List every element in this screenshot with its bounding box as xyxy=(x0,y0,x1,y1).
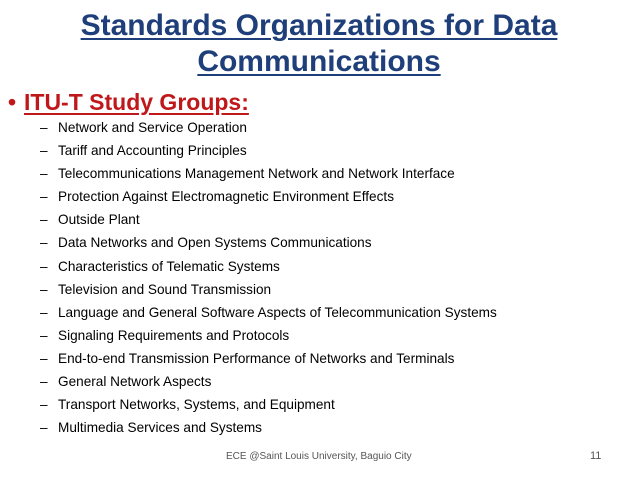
page-number: 11 xyxy=(590,450,602,462)
list-item-label: Data Networks and Open Systems Communications xyxy=(58,235,372,251)
dash-icon: – xyxy=(40,143,48,159)
list-item-label: Multimedia Services and Systems xyxy=(58,420,262,436)
section-heading-text: ITU-T Study Groups: xyxy=(24,89,249,115)
dash-icon: – xyxy=(40,281,48,297)
list-item-label: Telecommunications Management Network and Network Interface xyxy=(58,166,455,182)
title-line-1: Standards Organizations for Data xyxy=(80,9,558,42)
list-item-label: Outside Plant xyxy=(58,212,140,228)
bullet-icon: • xyxy=(8,89,17,115)
dash-icon: – xyxy=(40,120,48,135)
dash-icon: – xyxy=(40,327,48,343)
dash-icon: – xyxy=(40,350,48,366)
title-line-2: Communications xyxy=(197,45,441,78)
slide-title xyxy=(0,8,638,80)
dash-icon: – xyxy=(40,304,48,320)
list-item-label: Language and General Software Aspects of Telecommunication Systems xyxy=(58,304,497,320)
list-item-label: End-to-end Transmission Performance of Networks and Terminals xyxy=(58,350,455,366)
list-item-label: Network and Service Operation xyxy=(58,120,247,135)
list-item-label: Characteristics of Telematic Systems xyxy=(58,258,280,274)
section-heading xyxy=(8,88,249,116)
list-item-label: Tariff and Accounting Principles xyxy=(58,143,247,159)
dash-icon: – xyxy=(40,212,48,228)
dash-icon: – xyxy=(40,258,48,274)
list-item-label: Television and Sound Transmission xyxy=(58,281,272,297)
list-item-label: Signaling Requirements and Protocols xyxy=(58,327,290,343)
dash-icon: – xyxy=(40,397,48,413)
list-item-label: Protection Against Electromagnetic Environment Effects xyxy=(58,189,394,205)
dash-icon: – xyxy=(40,166,48,182)
dash-icon: – xyxy=(40,374,48,390)
dash-icon: – xyxy=(40,420,48,436)
slide-footer: ECE @Saint Louis University, Baguio City xyxy=(226,451,412,462)
dash-icon: – xyxy=(40,235,48,251)
list-item-label: General Network Aspects xyxy=(58,374,212,390)
list-item-label: Transport Networks, Systems, and Equipment xyxy=(58,397,335,413)
dash-icon: – xyxy=(40,189,48,205)
